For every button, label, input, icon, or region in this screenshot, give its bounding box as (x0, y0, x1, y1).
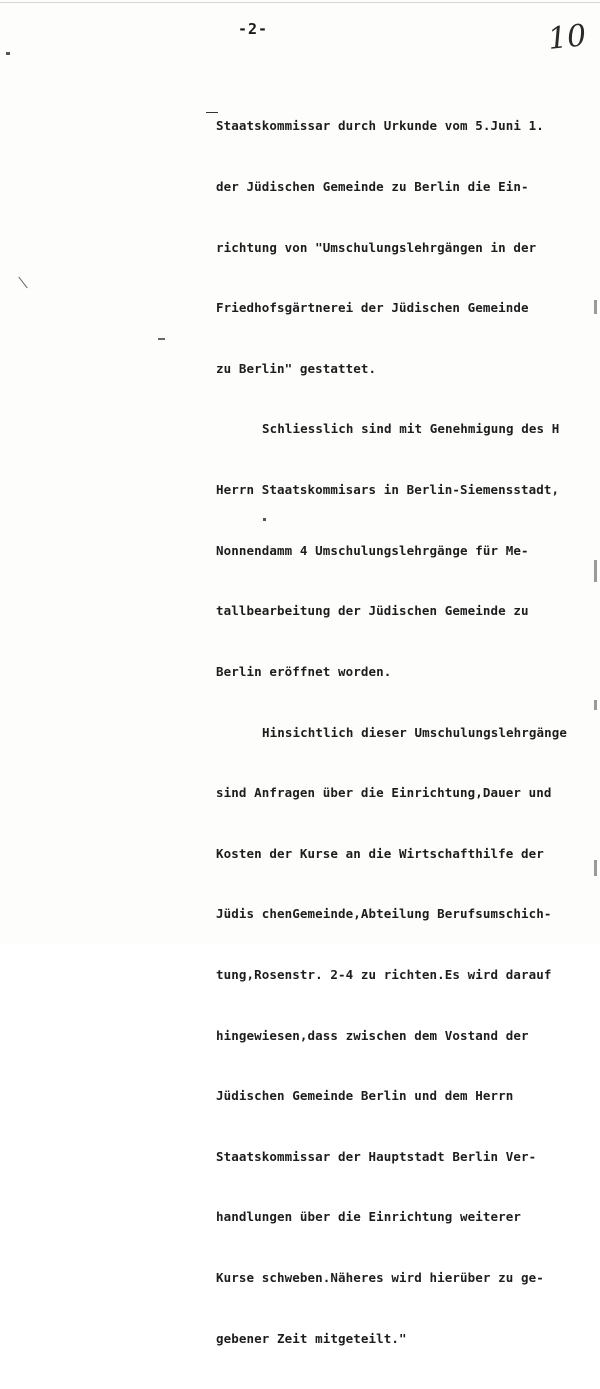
page-number: -2- (238, 20, 269, 38)
text-line: Herrn Staatskommisars in Berlin-Siemensstadt, (216, 482, 560, 498)
text-line: hingewiesen,dass zwischen dem Vostand der (216, 1027, 529, 1043)
top-edge-rule (0, 2, 600, 3)
handwritten-folio-number: 10 (546, 18, 588, 57)
text-line: Schliesslich sind mit Genehmigung des H (262, 421, 560, 437)
typewritten-paragraph (216, 76, 596, 1389)
text-line: handlungen über die Einrichtung weiterer (216, 1209, 522, 1225)
scan-speck (6, 52, 10, 55)
text-line: tallbearbeitung der Jüdischen Gemeinde zu (216, 603, 529, 619)
scan-speck (158, 338, 165, 340)
text-line: Staatskommissar durch Urkunde vom 5.Juni 1. (216, 118, 544, 134)
text-line: gebener Zeit mitgeteilt." (216, 1330, 407, 1346)
text-line: Friedhofsgärtnerei der Jüdischen Gemeinde (216, 300, 529, 316)
text-line: Kurse schweben.Näheres wird hierüber zu ge- (216, 1269, 544, 1285)
text-line: tung,Rosenstr. 2-4 zu richten.Es wird darauf (216, 966, 552, 982)
text-line: der Jüdischen Gemeinde zu Berlin die Ein- (216, 179, 529, 195)
text-line: Kosten der Kurse an die Wirtschafthilfe der (216, 845, 544, 861)
text-line: Nonnendamm 4 Umschulungslehrgänge für Me- (216, 542, 529, 558)
text-line: Berlin eröffnet worden. (216, 663, 392, 679)
text-line: Jüdis chenGemeinde,Abteilung Berufsumschich- (216, 906, 552, 922)
scan-speck (18, 277, 27, 289)
text-line: zu Berlin" gestattet. (216, 360, 377, 376)
text-line: Hinsichtlich dieser Umschulungslehrgänge (262, 724, 568, 740)
text-line: Jüdischen Gemeinde Berlin und dem Herrn (216, 1088, 514, 1104)
text-line: Staatskommissar der Hauptstadt Berlin Ver- (216, 1148, 537, 1164)
text-line: richtung von "Umschulungslehrgängen in der (216, 239, 537, 255)
text-line: sind Anfragen über die Einrichtung,Dauer und (216, 785, 552, 801)
